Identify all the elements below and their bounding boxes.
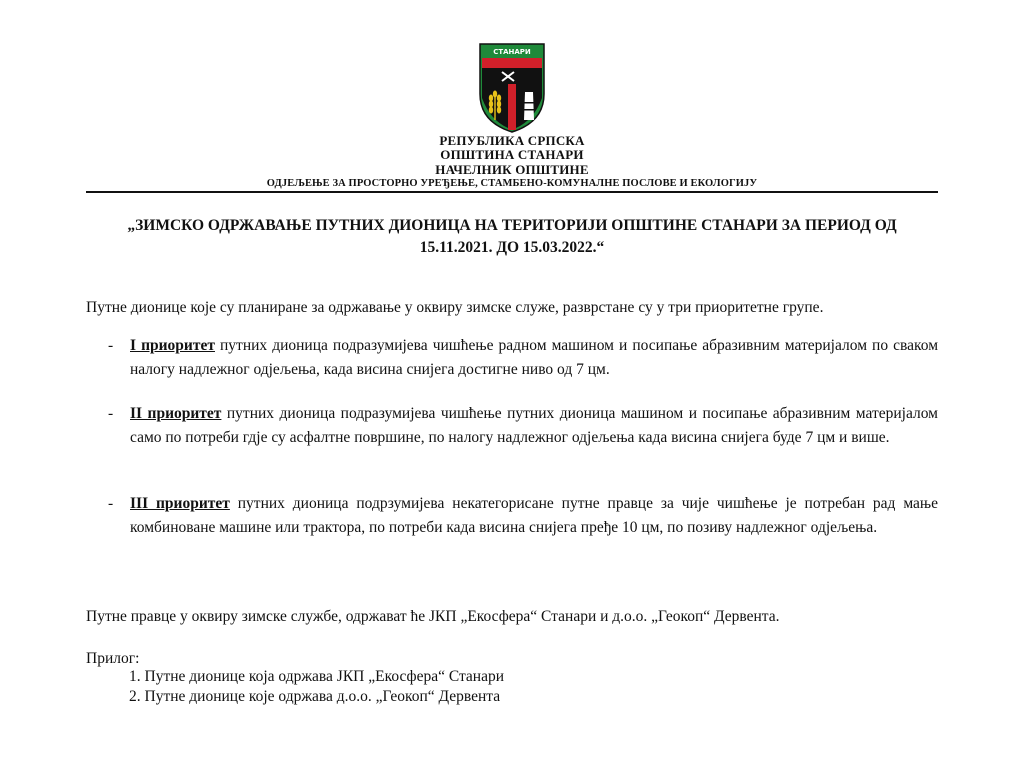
document-title: [86, 215, 938, 259]
priority-label: II приоритет: [130, 405, 222, 422]
priority-text: путних дионица подразумијева чишћење путних дионица машином и посипање абразивним материјалом само по потреби гдје су асфалтне површине, по налогу надлежног одјељења када висина снијега буде 7 цм и више.: [130, 405, 938, 446]
intro-paragraph: Путне дионице које су планиране за одржавање у оквиру зимске служе, разврстане су у три приоритетне групе.: [86, 299, 824, 316]
attachment-item: 2. Путне дионице које одржава д.о.о. „Геокоп“ Дервента: [129, 688, 501, 705]
priority-item: [108, 402, 938, 450]
list-dash: -: [108, 337, 114, 354]
header-department: ОДЈЕЉЕЊЕ ЗА ПРОСТОРНО УРЕЂЕЊЕ, СТАМБЕНО-КОМУНАЛНЕ ПОСЛОВЕ И ЕКОЛОГИЈУ: [266, 178, 758, 189]
priority-label: III приоритет: [130, 495, 230, 512]
maintenance-paragraph: Путне правце у оквиру зимске службе, одржават ће ЈКП „Екосфера“ Станари и д.о.о. „Геокоп“ Дервента.: [86, 608, 780, 625]
priority-item: [108, 492, 938, 540]
list-dash: -: [108, 405, 114, 422]
priority-label: I приоритет: [130, 337, 215, 354]
attachments-label: Прилог:: [86, 650, 140, 667]
header-municipality: ОПШТИНА СТАНАРИ: [440, 147, 584, 162]
priority-text: путних дионица подразумијева чишћење радном машином и посипање абразивним материјалом по сваком налогу надлежног одјељења, када висина снијега достигне ниво од 7 цм.: [130, 337, 939, 378]
header-mayor: НАЧЕЛНИК ОПШТИНЕ: [435, 162, 589, 177]
header-republic: РЕПУБЛИКА СРПСКА: [439, 133, 585, 148]
list-dash: -: [108, 495, 114, 512]
header-divider: [86, 191, 938, 193]
priority-item: [108, 334, 938, 382]
document-title-line1: „ЗИМСКО ОДРЖАВАЊЕ ПУТНИХ ДИОНИЦА НА ТЕРИТОРИЈИ ОПШТИНЕ СТАНАРИ ЗА ПЕРИОД ОД: [127, 217, 897, 234]
municipality-coat-of-arms: [478, 42, 546, 134]
attachment-item: 1. Путне дионице која одржава ЈКП „Екосфера“ Станари: [129, 668, 505, 685]
svg-text:СТАНАРИ: СТАНАРИ: [493, 48, 531, 56]
priority-text: путних дионица подрзумијева некатегорисане путне правце за чије чишћење је потребан рад мање комбиноване машине или трактора, по потреби када висина снијега пређе 10 цм, по позиву надлежног одјељења.: [130, 495, 938, 536]
document-title-line2: 15.11.2021. ДО 15.03.2022.“: [419, 239, 605, 256]
